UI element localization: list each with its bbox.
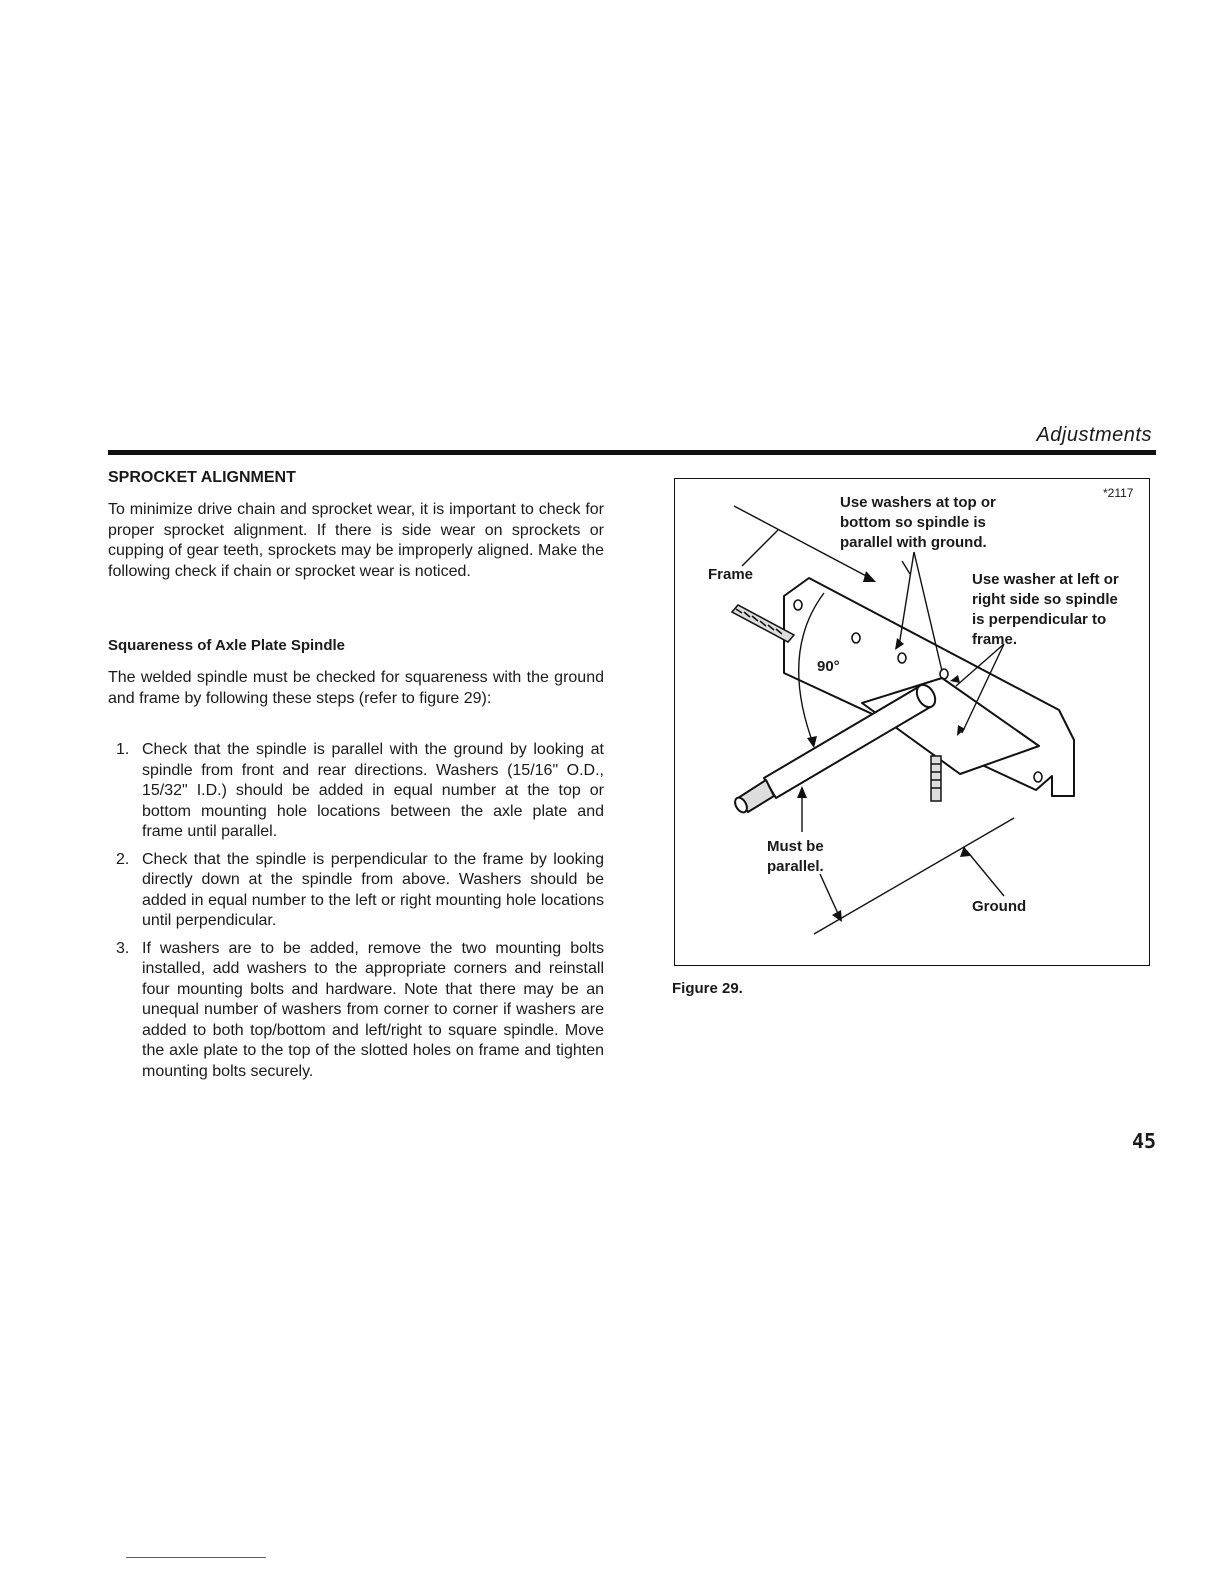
page-number: 45	[1132, 1129, 1157, 1153]
frame-label: Frame	[708, 566, 754, 583]
plate-bolt-icon	[931, 756, 941, 801]
footer-rule	[126, 1557, 266, 1558]
ground-label: Ground	[972, 898, 1027, 915]
step-number: 3.	[116, 939, 130, 957]
intro-paragraph: To minimize drive chain and sprocket wear, it is important to check for proper sprocket alignment. If there is side wear on sprockets or cupping of gear teeth, sprockets may be improperly aligned. Make the following check if chain or sprocket wear is noticed.	[108, 501, 604, 580]
step-number: 1.	[116, 741, 130, 758]
figure-ref-number: *2117	[1103, 486, 1134, 500]
subsection-paragraph: The welded spindle must be checked for squareness with the ground and frame by following these steps (refer to figure 29):	[108, 669, 604, 707]
step-text: If washers are to be added, remove the two mounting bolts installed, add washers to the appropriate corners and reinstall four mounting bolts and hardware. Note that there may be an unequal number of washers from corner to corner if washers are added to both top/bottom and left/right to square spindle. Move the axle plate to the top of the slotted holes on frame and tighten mounting bolts securely.	[142, 939, 604, 1080]
step-number: 2.	[116, 850, 130, 868]
spindle-icon	[733, 682, 939, 815]
section-header: Adjustments	[1036, 424, 1152, 446]
subsection-title: Squareness of Axle Plate Spindle	[108, 637, 346, 654]
washer-top-bottom-note: Use washers at top or bottom so spindle is parallel with ground.	[840, 494, 996, 551]
step-text: Check that the spindle is parallel with the ground by looking at spindle from front and rear directions. Washers (15/16" O.D., 15/32" I.D.) should be added in equal number at the top or bottom mounting hole locations between the axle plate and frame until parallel.	[142, 741, 604, 840]
step-item	[108, 740, 604, 843]
header-rule	[108, 450, 1156, 455]
figure-caption: Figure 29.	[672, 980, 743, 997]
step-item	[108, 850, 604, 932]
step-item	[108, 939, 604, 1083]
angle-label: 90°	[817, 658, 840, 675]
section-title: SPROCKET ALIGNMENT	[108, 469, 296, 486]
steps-list	[108, 740, 604, 1089]
step-text: Check that the spindle is perpendicular to the frame by looking directly down at the spindle from above. Washers should be added in equal number to the left or right mounting hole locations until perpendicular.	[142, 850, 604, 929]
parallel-note: Must be parallel.	[767, 838, 824, 875]
washer-left-right-note: Use washer at left or right side so spindle is perpendicular to frame.	[972, 571, 1119, 648]
